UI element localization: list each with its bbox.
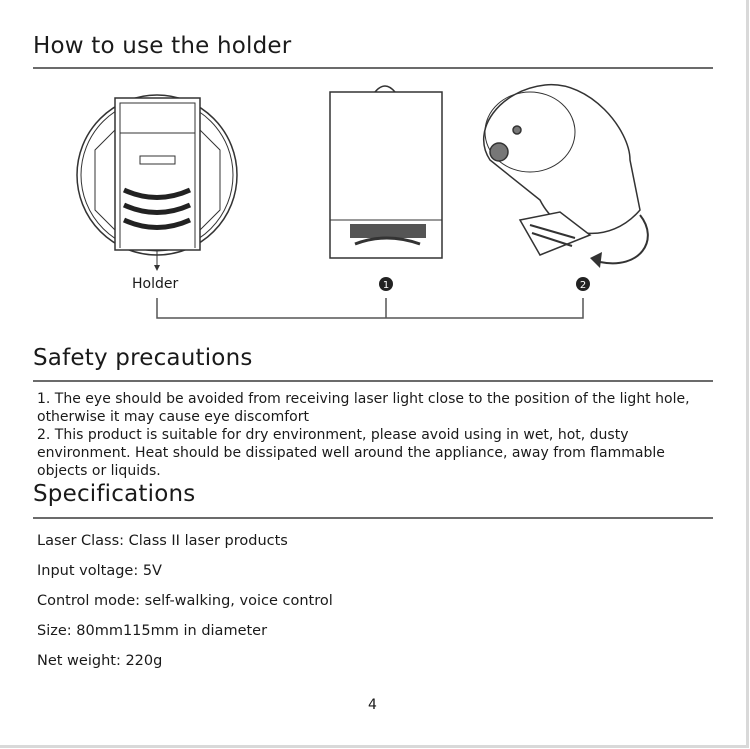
holder-usage-illustration xyxy=(0,72,750,322)
specs-rule xyxy=(33,517,713,519)
step-2-marker xyxy=(576,277,590,291)
safety-text xyxy=(37,390,697,480)
usage-title: How to use the holder xyxy=(33,33,292,59)
front-view-figure xyxy=(330,86,442,258)
safety-item: 1. The eye should be avoided from receiving laser light close to the position of the light hole, otherwise it may cause eye discomfort xyxy=(37,391,690,425)
safety-item: 2. This product is suitable for dry environment, please avoid using in wet, hot, dusty environment. Heat should be dissipated well around the appliance, away from flammable objects or liquids. xyxy=(37,427,665,479)
holder-label: Holder xyxy=(132,276,179,292)
safety-rule xyxy=(33,380,713,382)
bottom-view-figure xyxy=(77,95,237,271)
step-2-label: 2 xyxy=(579,280,587,291)
spec-row: Net weight: 220g xyxy=(37,653,163,669)
spec-row: Control mode: self-walking, voice control xyxy=(37,593,333,609)
safety-title: Safety precautions xyxy=(33,345,253,371)
specs-list xyxy=(37,530,333,680)
specs-title: Specifications xyxy=(33,481,196,507)
step-1-label: 1 xyxy=(382,280,390,291)
usage-rule xyxy=(33,67,713,69)
tilted-view-figure xyxy=(484,85,648,268)
step-1-marker xyxy=(379,277,393,291)
spec-row: Laser Class: Class II laser products xyxy=(37,533,288,549)
steps-bracket xyxy=(157,298,583,318)
spec-row: Input voltage: 5V xyxy=(37,563,162,579)
spec-row: Size: 80mm115mm in diameter xyxy=(37,623,268,639)
page-number: 4 xyxy=(368,697,377,713)
